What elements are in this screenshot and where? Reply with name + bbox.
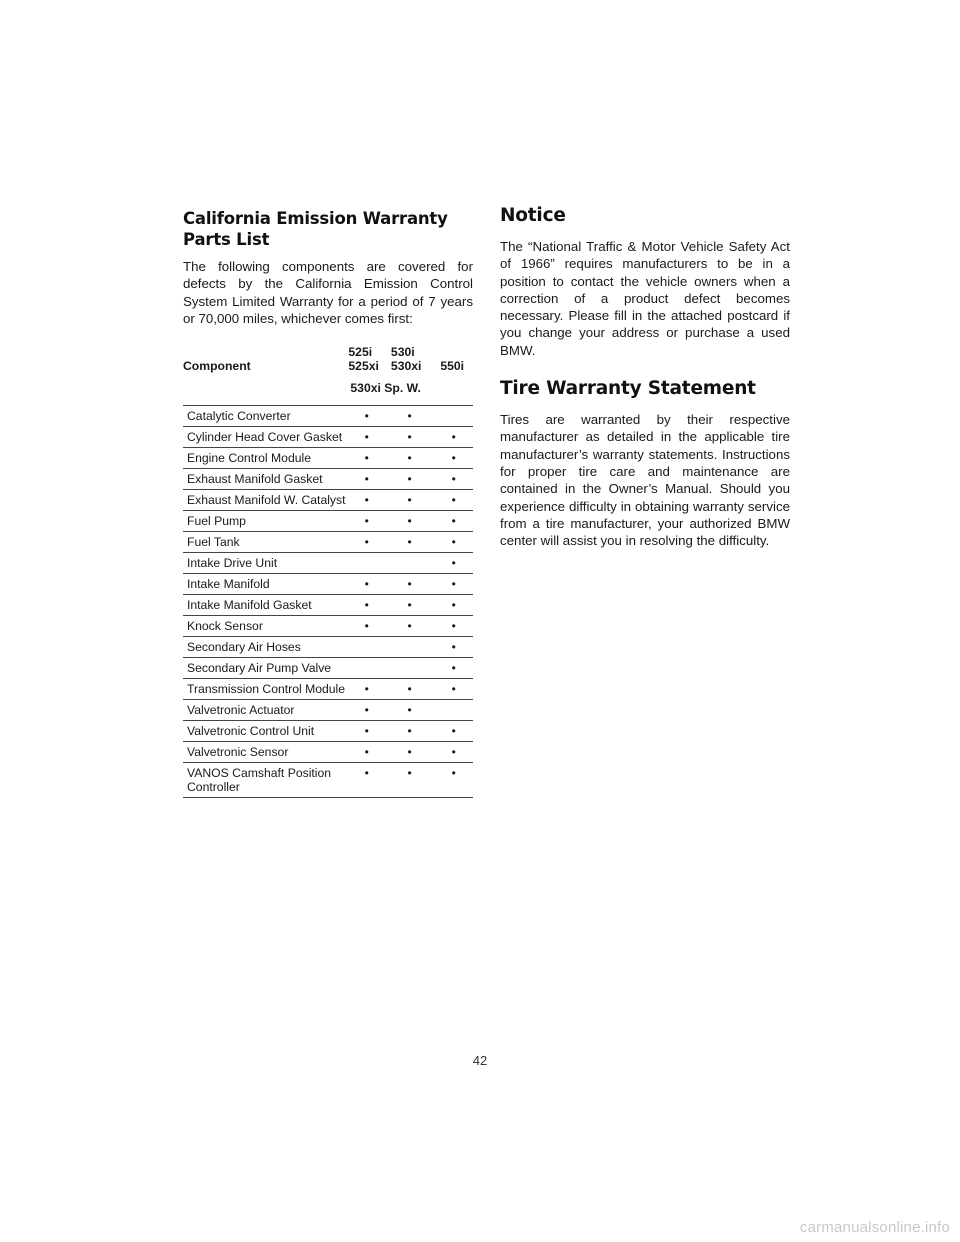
component-name: Exhaust Manifold W. Catalyst xyxy=(183,490,348,511)
component-name: Secondary Air Hoses xyxy=(183,637,348,658)
component-name: Valvetronic Sensor xyxy=(183,742,348,763)
mark-col2: • xyxy=(385,700,434,721)
mark-col3: • xyxy=(434,448,473,469)
tire-warranty-text: Tires are warranted by their respective manufacturer as detailed in the applicable tire manufacturer’s warranty statements. Instructions for proper tire care and maintenance are contained in the Owner’s Manual. Should you experience difficulty in obtaining warranty service from a tire manufacturer, your authorized BMW center will assist you in resolving the difficulty. xyxy=(500,412,790,549)
mark-col2: • xyxy=(385,448,434,469)
component-name: Exhaust Manifold Gasket xyxy=(183,469,348,490)
mark-col1 xyxy=(348,637,385,658)
mark-col2 xyxy=(385,658,434,679)
table-row xyxy=(183,658,473,679)
component-name: Transmission Control Module xyxy=(183,679,348,700)
mark-col2: • xyxy=(385,721,434,742)
mark-col1: • xyxy=(348,700,385,721)
mark-col2: • xyxy=(385,679,434,700)
component-name: Cylinder Head Cover Gasket xyxy=(183,427,348,448)
table-row xyxy=(183,595,473,616)
component-name: Intake Drive Unit xyxy=(183,553,348,574)
col3-header: 550i xyxy=(440,359,465,374)
emission-warranty-intro: The following components are covered for defects by the California Emission Control System Limited Warranty for a period of 7 years or 70,000 miles, whichever comes first: xyxy=(183,259,473,326)
mark-col1: • xyxy=(348,490,385,511)
mark-col3: • xyxy=(434,637,473,658)
mark-col3: • xyxy=(434,427,473,448)
table-row xyxy=(183,574,473,595)
mark-col3: • xyxy=(434,511,473,532)
table-row xyxy=(183,679,473,700)
component-name: Valvetronic Actuator xyxy=(183,700,348,721)
mark-col3: • xyxy=(434,490,473,511)
table-row xyxy=(183,616,473,637)
mark-col2: • xyxy=(385,469,434,490)
col2-header: 530i 530xi xyxy=(390,345,422,374)
mark-col3: • xyxy=(434,742,473,763)
mark-col1: • xyxy=(348,721,385,742)
mark-col1: • xyxy=(348,679,385,700)
mark-col2: • xyxy=(385,742,434,763)
mark-col3: • xyxy=(434,616,473,637)
component-name: Valvetronic Control Unit xyxy=(183,721,348,742)
mark-col1: • xyxy=(348,469,385,490)
mark-col1: • xyxy=(348,763,385,798)
sub-header: 530xi Sp. W. xyxy=(348,373,473,406)
mark-col2: • xyxy=(385,616,434,637)
table-row xyxy=(183,742,473,763)
watermark: carmanualsonline.info xyxy=(799,1219,950,1236)
table-row xyxy=(183,637,473,658)
mark-col2: • xyxy=(385,406,434,427)
mark-col2 xyxy=(385,637,434,658)
table-row xyxy=(183,763,473,798)
mark-col1: • xyxy=(348,406,385,427)
component-name: Fuel Tank xyxy=(183,532,348,553)
parts-table xyxy=(183,345,473,798)
mark-col2: • xyxy=(385,511,434,532)
table-row xyxy=(183,490,473,511)
component-name: Fuel Pump xyxy=(183,511,348,532)
table-row xyxy=(183,511,473,532)
component-name: Catalytic Converter xyxy=(183,406,348,427)
col1-header: 525i 525xi xyxy=(348,345,379,374)
mark-col3: • xyxy=(434,595,473,616)
component-name: Intake Manifold xyxy=(183,574,348,595)
mark-col1: • xyxy=(348,448,385,469)
mark-col1 xyxy=(348,658,385,679)
mark-col3 xyxy=(434,406,473,427)
notice-title: Notice xyxy=(500,205,566,226)
mark-col3: • xyxy=(434,469,473,490)
right-column xyxy=(500,204,790,549)
table-row xyxy=(183,469,473,490)
mark-col2: • xyxy=(385,490,434,511)
mark-col1: • xyxy=(348,427,385,448)
table-row xyxy=(183,406,473,427)
mark-col1: • xyxy=(348,574,385,595)
left-column xyxy=(183,208,473,798)
mark-col3: • xyxy=(434,553,473,574)
tire-warranty-title: Tire Warranty Statement xyxy=(500,378,756,400)
mark-col1: • xyxy=(348,616,385,637)
mark-col3: • xyxy=(434,658,473,679)
mark-col2 xyxy=(385,553,434,574)
mark-col2: • xyxy=(385,427,434,448)
mark-col1: • xyxy=(348,742,385,763)
table-row xyxy=(183,700,473,721)
table-row xyxy=(183,532,473,553)
page-number: 42 xyxy=(472,1053,488,1068)
mark-col2: • xyxy=(385,532,434,553)
mark-col2: • xyxy=(385,595,434,616)
mark-col3: • xyxy=(434,679,473,700)
mark-col3: • xyxy=(434,763,473,798)
component-name: Intake Manifold Gasket xyxy=(183,595,348,616)
notice-text: The “National Traffic & Motor Vehicle Safety Act of 1966” requires manufacturers to be in a position to contact the vehicle owners when a correction of a product defect becomes necessary. Please fill in the attached postcard if you change your address or purchase a used BMW. xyxy=(500,239,790,358)
emission-warranty-title: California Emission Warranty Parts List xyxy=(183,209,448,249)
table-row xyxy=(183,427,473,448)
mark-col3: • xyxy=(434,574,473,595)
component-header: Component xyxy=(183,359,251,374)
mark-col1 xyxy=(348,553,385,574)
mark-col1: • xyxy=(348,595,385,616)
mark-col2: • xyxy=(385,574,434,595)
table-row xyxy=(183,721,473,742)
mark-col1: • xyxy=(348,532,385,553)
component-name: VANOS Camshaft Position Controller xyxy=(183,763,348,798)
mark-col3: • xyxy=(434,532,473,553)
parts-table-body xyxy=(183,406,473,798)
table-row xyxy=(183,448,473,469)
table-row xyxy=(183,553,473,574)
component-name: Engine Control Module xyxy=(183,448,348,469)
mark-col3: • xyxy=(434,721,473,742)
mark-col3 xyxy=(434,700,473,721)
component-name: Knock Sensor xyxy=(183,616,348,637)
mark-col1: • xyxy=(348,511,385,532)
component-name: Secondary Air Pump Valve xyxy=(183,658,348,679)
mark-col2: • xyxy=(385,763,434,798)
